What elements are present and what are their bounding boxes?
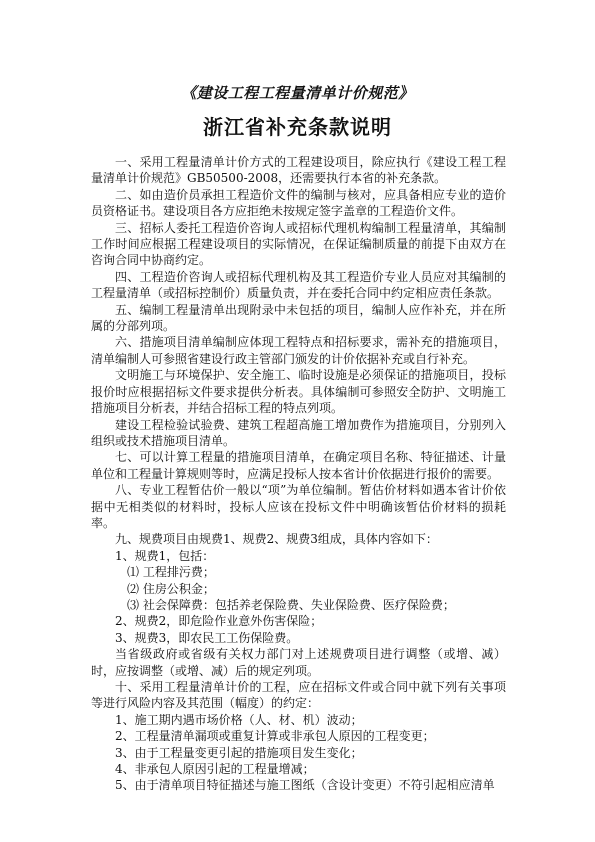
list-item: 1、规费1，包括： [115,548,215,563]
list-item: 2、工程量清单漏项或重复计算或非承包人原因的工程变更； [115,729,435,744]
document-title: 《建设工程工程量清单计价规范》 [181,84,414,102]
paragraph: 文明施工与环境保护、安全施工、临时设施是必须保证的措施项目，投标报价时应根据招标文件要求提供分析表。具体编制可参照安全防护、文明施工措施项目分析表，并结合招标工程的特点列项。 [91,368,506,416]
list-item: 1、施工期内遇市场价格（人、材、机）波动； [115,712,363,727]
list-item: 3、由于工程量变更引起的措施项目发生变化； [115,745,363,760]
list-item: 4、非承包人原因引起的工程量增减； [115,762,315,777]
paragraph: 当省级政府或省级有关权力部门对上述规费项目进行调整（或增、减）时，应按调整（或增、减）后的规定列项。 [91,647,506,678]
list-item: 5、由于清单项目特征描述与施工图纸（含设计变更）不符引起相应清单 [115,778,495,793]
list-item: ⑵ 住房公积金； [127,581,215,596]
document-subtitle: 浙江省补充条款说明 [203,115,392,139]
paragraph: 一、采用工程量清单计价方式的工程建设项目，除应执行《建设工程工程量清单计价规范》GB50500-2008，还需要执行本省的补充条款。 [91,155,506,186]
paragraph: 九、规费项目由规费1、规费2、规费3组成，具体内容如下： [115,532,438,547]
paragraph: 八、专业工程暂估价一般以“项”为单位编制。暂估价材料如遇本省计价依据中无相类似的材料时，投标人应该在投标文件中明确该暂估价材料的损耗率。 [91,483,506,530]
paragraph: 五、编制工程量清单出现附录中未包括的项目，编制人应作补充，并在所属的分部列项。 [91,302,506,334]
paragraph: 四、工程造价咨询人或招标代理机构及其工程造价专业人员应对其编制的工程量清单（或招标控制价）质量负责，并在委托合同中约定相应责任条款。 [91,269,506,301]
paragraph: 十、采用工程量清单计价的工程，应在招标文件或合同中就下列有关事项等进行风险内容及其范围（幅度）的约定： [91,680,506,711]
paragraph: 七、可以计算工程量的措施项目清单，在确定项目名称、特征描述、计量单位和工程量计算规则等时，应满足投标人按本省计价依据进行报价的需要。 [91,450,506,481]
paragraph: 六、措施项目清单编制应体现工程特点和招标要求，需补充的措施项目，清单编制人可参照省建设行政主管部门颁发的计价依据补充或自行补充。 [91,335,506,366]
document-body [91,154,506,794]
list-item: ⑶ 社会保障费：包括养老保险费、失业保险费、医疗保险费； [127,597,455,612]
list-item: 2、规费2，即危险作业意外伤害保险； [115,614,323,629]
paragraph: 建设工程检验试验费、建筑工程超高施工增加费作为措施项目，分别列入组织或技术措施项目清单。 [91,417,506,448]
paragraph: 二、如由造价员承担工程造价文件的编制与核对，应具备相应专业的造价员资格证书。建设项目各方应拒绝未按规定签字盖章的工程造价文件。 [91,187,506,219]
paragraph: 三、招标人委托工程造价咨询人或招标代理机构编制工程量清单，其编制工作时间应根据工程建设项目的实际情况，在保证编制质量的前提下由双方在咨询合同中协商约定。 [91,220,506,268]
list-item: 3、规费3，即农民工工伤保险费。 [115,630,299,645]
list-item: ⑴ 工程排污费； [127,565,215,580]
